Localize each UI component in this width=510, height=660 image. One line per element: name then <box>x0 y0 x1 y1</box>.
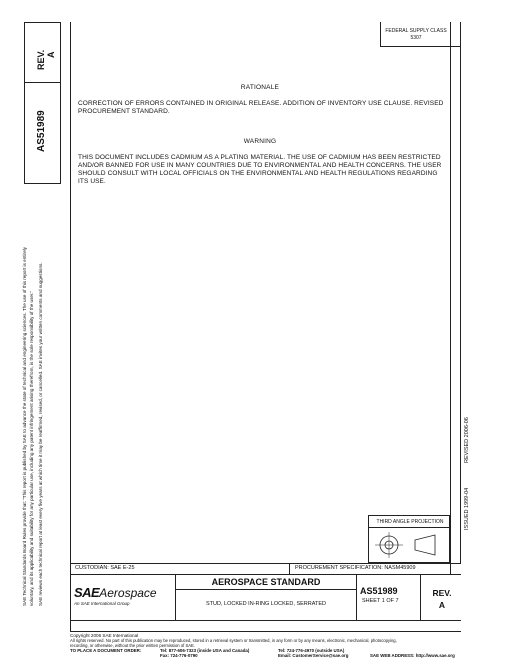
standard-title: AEROSPACE STANDARD <box>211 577 321 587</box>
warning-text: THIS DOCUMENT INCLUDES CADMIUM AS A PLATING MATERIAL. THE USE OF CADMIUM HAS BEEN RESTRICTED AND/OR BANNED FOR USE IN MANY COUNTRIES DUE TO ENVIRONMENTAL AND HEALTH CONCERNS. THE USER SHOULD CONSULT WITH LOCAL OFFICIALS ON THE ENVIRONMENTAL AND HEALTH REGULATIONS REGARDING ITS USE. <box>78 154 442 185</box>
title-rev-label: REV. <box>432 588 452 598</box>
sheet-number: SHEET 1 OF 7 <box>362 598 399 604</box>
projection-symbol <box>369 528 449 562</box>
projection-box <box>368 515 450 563</box>
left-note-2: voluntary, and its applicability and suitability for any particular use, including any patent infringement arising therefrom, is the sole responsibility of the user." <box>29 290 34 606</box>
custodian: CUSTODIAN: SAE E-25 <box>75 565 135 571</box>
copyright: Copyright 2006 SAE International <box>70 633 139 638</box>
tel-outside: Tel: 724-776-4970 (outside USA) <box>278 648 345 653</box>
rationale-title: RATIONALE <box>240 84 280 91</box>
email: Email: CustomerService@sae.org <box>278 653 349 658</box>
tel-us: Tel: 877-606-7323 (inside USA and Canada) <box>160 648 250 653</box>
order-label: TO PLACE A DOCUMENT ORDER: <box>70 648 142 653</box>
fsc-label: FEDERAL SUPPLY CLASS <box>385 28 447 34</box>
sae-aerospace-logo: SAEAerospace An SAE International Group <box>74 585 157 606</box>
projection-label: THIRD ANGLE PROJECTION <box>376 519 444 525</box>
side-rev-value: A <box>46 51 56 58</box>
title-rev-value: A <box>438 600 446 610</box>
fsc-value: 5307 <box>410 35 422 41</box>
procurement-spec: PROCUREMENT SPECIFICATION: NASM45909 <box>295 565 416 571</box>
side-rev-label: REV. <box>36 49 46 70</box>
rights-statement-2: recording, or otherwise, without the prior written permission of SAE. <box>70 643 195 648</box>
rights-statement: All rights reserved. No part of this publication may be reproduced, stored in a retrieval system or transmitted, in any form or by any means, electronic, mechanical, photocopying, <box>70 638 397 643</box>
rationale-text: CORRECTION OF ERRORS CONTAINED IN ORIGINAL RELEASE. ADDITION OF INVENTORY USE CLAUSE. REVISED PROCUREMENT STANDARD. <box>78 100 444 115</box>
left-note-3: SAE reviews each technical report at least every five years at which time it may be reaffirmed, revised, or cancelled. SAE invites your written comments and suggestions. <box>38 262 43 606</box>
left-note-1: SAE Technical Standards Board Rules provide that: "This report is published by SAE to advance the state of technical and engineering sciences. The use of this report is entirely <box>22 247 27 606</box>
fax: Fax: 724-776-0790 <box>160 653 198 658</box>
part-description: STUD, LOCKED IN-RING LOCKED, SERRATED <box>206 601 326 607</box>
title-doc-number: AS51989 <box>360 586 398 596</box>
web-address[interactable]: SAE WEB ADDRESS: http://www.sae.org <box>370 653 455 658</box>
issued-date: ISSUED 1999-04 <box>464 487 470 530</box>
side-doc-number: AS51989 <box>36 110 47 152</box>
revised-date: REVISED 2006-06 <box>464 417 470 463</box>
warning-title: WARNING <box>243 138 277 145</box>
